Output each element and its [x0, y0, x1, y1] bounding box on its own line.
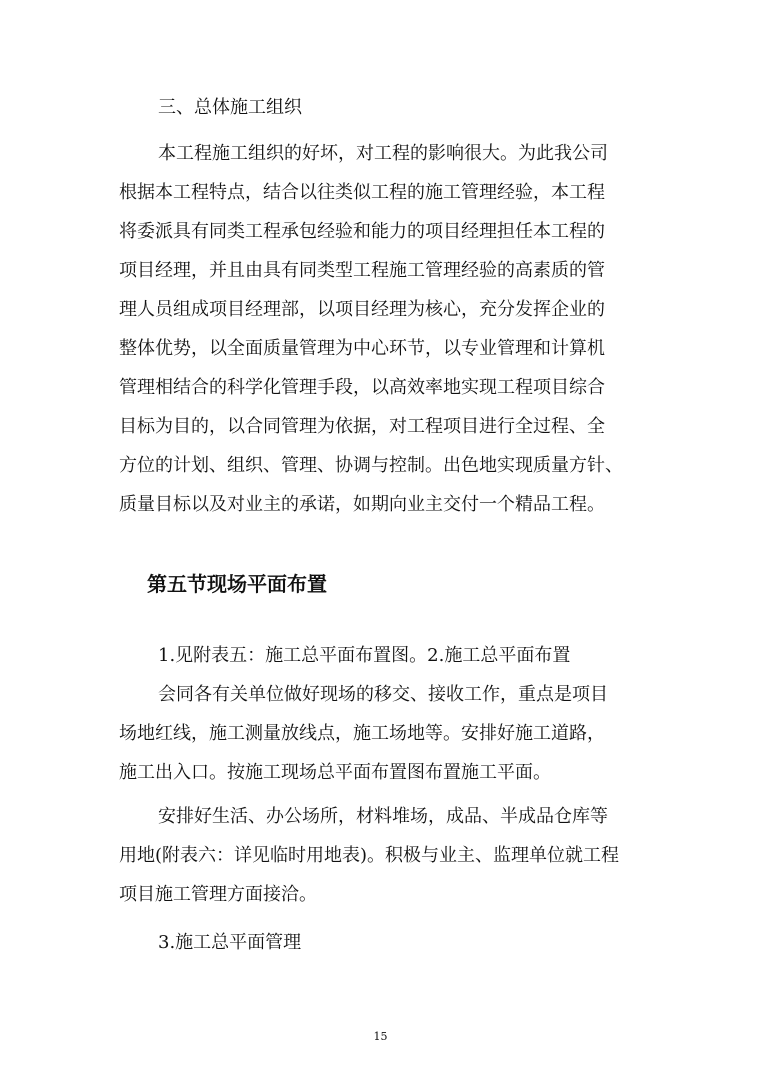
paragraph-line: 项目施工管理方面接洽。 [119, 884, 317, 905]
paragraph-line: 方位的计划、组织、管理、协调与控制。出色地实现质量方针、 [119, 455, 623, 476]
paragraph-line: 本工程施工组织的好坏，对工程的影响很大。为此我公司 [158, 143, 608, 164]
paragraph-line: 质量目标以及对业主的承诺，如期向业主交付一个精品工程。 [119, 494, 605, 515]
paragraph-line: 安排好生活、办公场所，材料堆场，成品、半成品仓库等 [158, 806, 608, 827]
paragraph-line: 目标为目的，以合同管理为依据，对工程项目进行全过程、全 [119, 416, 605, 437]
paragraph-line: 将委派具有同类工程承包经验和能力的项目经理担任本工程的 [119, 221, 605, 242]
paragraph-line: 理人员组成项目经理部，以项目经理为核心，充分发挥企业的 [119, 299, 605, 320]
paragraph-line: 项目经理，并且由具有同类型工程施工管理经验的高素质的管 [119, 260, 605, 281]
section-title: 三、总体施工组织 [158, 97, 302, 118]
paragraph-line: 管理相结合的科学化管理手段，以高效率地实现工程项目综合 [119, 377, 605, 398]
section-heading: 第五节现场平面布置 [147, 572, 327, 596]
paragraph-line: 会同各有关单位做好现场的移交、接收工作，重点是项目 [158, 684, 608, 705]
paragraph-line: 场地红线，施工测量放线点，施工场地等。安排好施工道路， [119, 723, 605, 744]
paragraph-line: 施工出入口。按施工现场总平面布置图布置施工平面。 [119, 762, 551, 783]
paragraph-line: 整体优势，以全面质量管理为中心环节，以专业管理和计算机 [119, 338, 605, 359]
paragraph-line: 用地(附表六：详见临时用地表)。积极与业主、监理单位就工程 [119, 845, 620, 866]
list-item: 3.施工总平面管理 [158, 932, 302, 953]
page-number: 15 [373, 1030, 388, 1043]
list-item: 1.见附表五：施工总平面布置图。2.施工总平面布置 [158, 645, 571, 666]
paragraph-line: 根据本工程特点，结合以往类似工程的施工管理经验，本工程 [119, 182, 605, 203]
